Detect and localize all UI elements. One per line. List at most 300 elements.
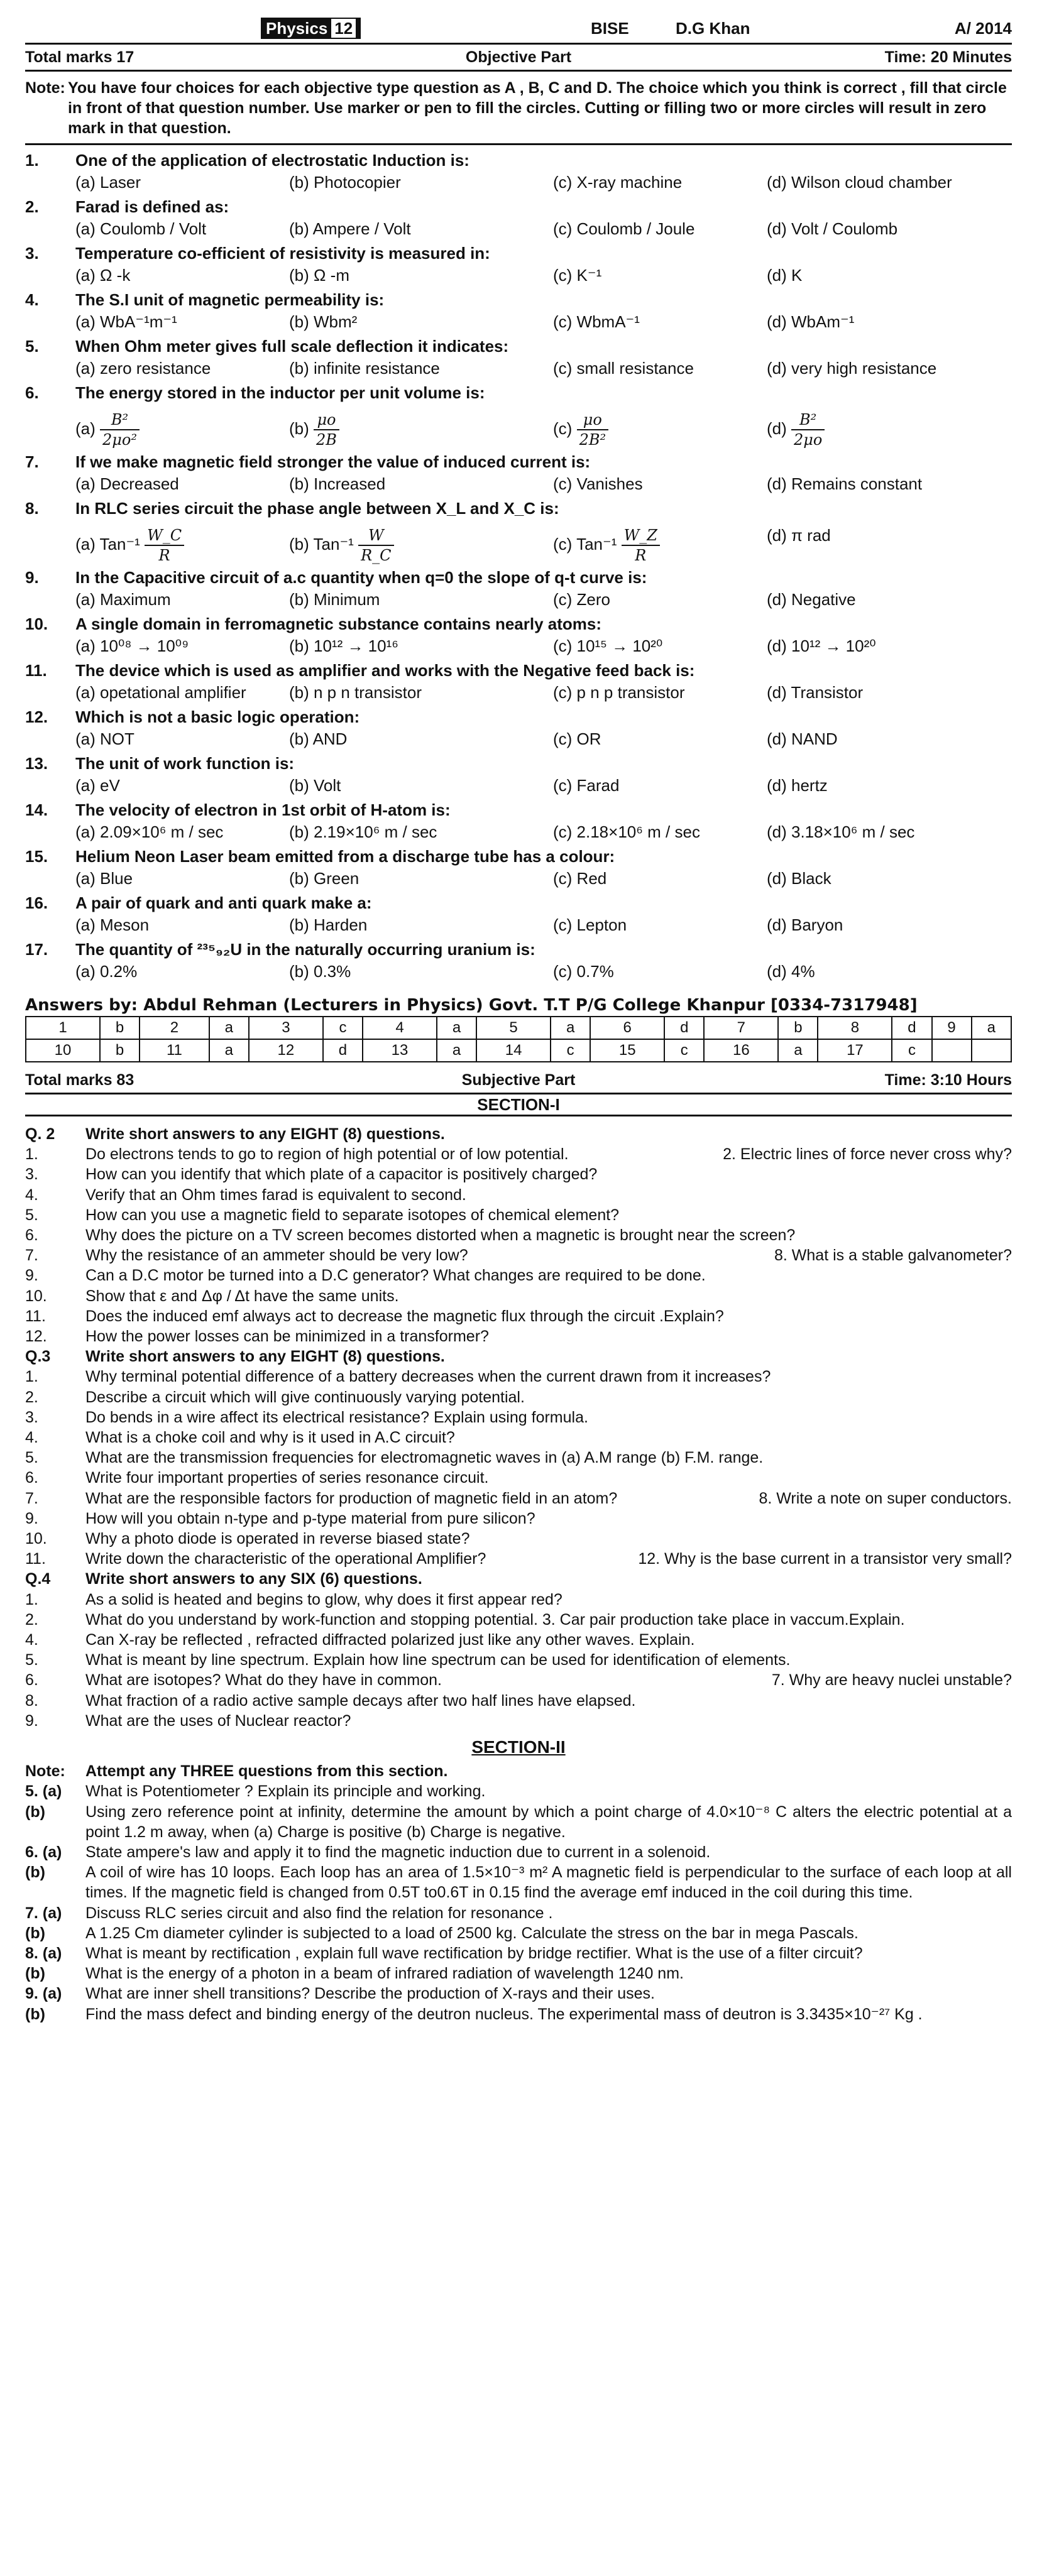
q3-title: Write short answers to any EIGHT (8) questions. [85, 1348, 445, 1366]
long-question [25, 1781, 1012, 1801]
long-question-text: What are inner shell transitions? Describe the production of X-rays and their uses. [85, 1985, 656, 2003]
numerator: W_C [145, 526, 184, 546]
option-label: (d) [767, 418, 787, 438]
long-question-number: 9. (a) [25, 1985, 62, 2003]
mcq-question-text [25, 566, 1012, 589]
option-a: (a) Maximum [75, 590, 171, 609]
mcq-options [75, 868, 1012, 892]
answer-cell: b [100, 1017, 140, 1039]
mcq-question-text [25, 613, 1012, 635]
short-question [25, 1691, 1012, 1711]
divider [25, 143, 1012, 145]
answer-cell: a [972, 1017, 1011, 1039]
answer-cell: 10 [26, 1039, 100, 1062]
subjective-title: Subjective Part [461, 1071, 576, 1089]
option-b: (b) Wbm² [289, 312, 358, 331]
fraction [100, 410, 140, 449]
objective-total-marks: Total marks 17 [25, 48, 134, 66]
option-d: (d) 4% [767, 962, 815, 981]
mcq-question [25, 892, 1012, 938]
answer-cell [932, 1039, 972, 1062]
numerator: μo [314, 410, 339, 430]
short-question-text: What are the transmission frequencies for electromagnetic waves in (a) A.M range (b) F.M. range. [85, 1449, 764, 1467]
short-question [25, 1488, 1012, 1509]
answers-by: Answers by: Abdul Rehman (Lecturers in Physics) Govt. T.T P/G College Khanpur [0334-7317948] [25, 996, 918, 1015]
short-question-number: 9. [25, 1267, 38, 1285]
short-question [25, 1529, 1012, 1549]
long-question [25, 1862, 1012, 1902]
short-question [25, 1549, 1012, 1569]
numerator: W [358, 526, 393, 546]
question-stem: Which is not a basic logic operation: [75, 707, 360, 726]
mcq-question [25, 195, 1012, 242]
question-stem: When Ohm meter gives full scale deflection it indicates: [75, 337, 509, 356]
short-question-number: 9. [25, 1509, 38, 1527]
q3-heading [25, 1346, 1012, 1367]
short-question [25, 1630, 1012, 1650]
option-label: (c) Tan⁻¹ [553, 534, 617, 554]
question-number: 1. [25, 151, 39, 170]
answer-cell: 16 [704, 1039, 778, 1062]
question-number: 10. [25, 614, 48, 633]
short-question-number: 2. [25, 1610, 38, 1629]
option-a: (a) 2.09×10⁶ m / sec [75, 822, 224, 841]
short-question-text: How can you identify that which plate of a capacitor is positively charged? [85, 1165, 598, 1184]
long-question-text: Find the mass defect and binding energy of the deutron nucleus. The experimental mass of deutron is 3.3435×10⁻²⁷ Kg . [85, 2005, 923, 2023]
mcq-question-text [25, 659, 1012, 682]
option-d: (d) 10¹² → 10²⁰ [767, 636, 876, 655]
short-question [25, 1427, 1012, 1448]
objective-title: Objective Part [465, 48, 572, 66]
section-2-note [25, 1761, 1012, 1781]
mcq-options [75, 218, 1012, 242]
note-text: You have four choices for each objective type question as A , B, C and D. The choice which you think is correct , fill that circle in front of that question number. Use marker or pen to fill the circles. Cutting or filling two or more circles will result in zero mark in that question. [68, 79, 1007, 137]
answer-cell: 1 [26, 1017, 100, 1039]
long-question-number: 6. (a) [25, 1843, 62, 1861]
short-question [25, 1711, 1012, 1731]
subjective-header [25, 1067, 1012, 1093]
short-question [25, 1448, 1012, 1468]
question-number: 11. [25, 661, 47, 680]
short-question-text: Why does the picture on a TV screen becomes distorted when a magnetic is brought near the screen? [85, 1226, 796, 1245]
divider [25, 1115, 1012, 1116]
option-a: (a) zero resistance [75, 359, 211, 378]
question-stem: One of the application of electrostatic Induction is: [75, 151, 469, 170]
question-number: 9. [25, 568, 39, 587]
mcq-question [25, 566, 1012, 613]
mcq-question-text [25, 706, 1012, 728]
option-b: (b) Ω -m [289, 266, 349, 285]
question-stem: The velocity of electron in 1st orbit of H-atom is: [75, 800, 451, 819]
short-question-number: 1. [25, 1590, 38, 1608]
answer-cell: a [437, 1017, 476, 1039]
long-question [25, 1963, 1012, 1984]
option-b: (b) Ampere / Volt [289, 219, 411, 238]
mcq-options [75, 357, 1012, 381]
short-question-pair [85, 1488, 1012, 1509]
answer-cell: 12 [249, 1039, 323, 1062]
short-question-text: 8. Write a note on super conductors. [759, 1489, 1012, 1507]
answer-row [26, 1017, 1011, 1039]
answer-key-table [25, 1016, 1012, 1062]
short-question-number: 5. [25, 1449, 38, 1467]
question-stem: The unit of work function is: [75, 754, 295, 773]
short-question-text: Write down the characteristic of the operational Amplifier? [85, 1550, 486, 1568]
option-c: (c) X-ray machine [553, 173, 683, 192]
short-question-number: 4. [25, 1186, 38, 1204]
option-a [75, 410, 140, 449]
short-question-number: 10. [25, 1530, 47, 1548]
answer-cell: b [778, 1017, 818, 1039]
mcq-question [25, 799, 1012, 845]
short-question [25, 1306, 1012, 1326]
answer-cell: 7 [704, 1017, 778, 1039]
long-question-text: What is the energy of a photon in a beam of infrared radiation of wavelength 1240 nm. [85, 1965, 684, 1983]
numerator: W_Z [622, 526, 660, 546]
option-a [75, 526, 184, 565]
answer-cell: 4 [363, 1017, 437, 1039]
option-c: (c) Lepton [553, 915, 627, 934]
mcq-options [75, 635, 1012, 659]
short-question [25, 1185, 1012, 1205]
option-c: (c) WbmA⁻¹ [553, 312, 640, 331]
long-question-number: 8. (a) [25, 1944, 62, 1962]
question-stem: Temperature co-efficient of resistivity is measured in: [75, 244, 490, 263]
mcq-options [75, 172, 1012, 195]
mcq-question [25, 938, 1012, 985]
numerator: B² [791, 410, 825, 430]
question-number: 14. [25, 800, 48, 819]
short-question-text: Can a D.C motor be turned into a D.C generator? What changes are required to be done. [85, 1267, 706, 1285]
answer-row [26, 1039, 1011, 1062]
answer-cell: 14 [476, 1039, 551, 1062]
answer-cell: c [664, 1039, 704, 1062]
long-question-text: A coil of wire has 10 loops. Each loop has an area of 1.5×10⁻³ m² A magnetic field is perpendicular to the surface of each loop at all times. If the magnetic field is changed from 0.5T to0.6T in 0.15 find the average emf induced in the coil during this time. [85, 1864, 1012, 1902]
option-b: (b) 2.19×10⁶ m / sec [289, 822, 437, 841]
answer-cell: 15 [590, 1039, 664, 1062]
mcq-question-text [25, 752, 1012, 775]
question-stem: In RLC series circuit the phase angle between X_L and X_C is: [75, 499, 559, 518]
option-a: (a) Meson [75, 915, 150, 934]
answer-cell [972, 1039, 1011, 1062]
board: BISE [591, 19, 629, 38]
q2-heading [25, 1124, 1012, 1144]
subject-badge [261, 18, 361, 39]
long-question [25, 1903, 1012, 1923]
short-question-number: 10. [25, 1287, 47, 1305]
option-label: (a) [75, 418, 96, 438]
mcq-question-text [25, 497, 1012, 520]
mcq-question-text [25, 892, 1012, 914]
short-question [25, 1164, 1012, 1184]
paper-header [25, 14, 1012, 43]
denominator: 2μo [794, 431, 823, 449]
short-question-text: Do bends in a wire affect its electrical resistance? Explain using formula. [85, 1408, 588, 1426]
denominator: R_C [361, 547, 392, 564]
exam-paper [25, 14, 1012, 2024]
short-question-text: As a solid is heated and begins to glow, why does it first appear red? [85, 1590, 562, 1608]
q2-list [25, 1144, 1012, 1346]
mcq-question-text [25, 381, 1012, 404]
option-b: (b) Green [289, 869, 359, 888]
denominator: 2B [316, 431, 337, 449]
option-a: (a) eV [75, 776, 120, 795]
option-label: (c) [553, 418, 573, 438]
option-d: (d) Transistor [767, 683, 864, 702]
long-question [25, 1802, 1012, 1842]
question-number: 16. [25, 893, 48, 912]
short-question [25, 1265, 1012, 1285]
short-question-text: Why the resistance of an ammeter should be very low? [85, 1247, 468, 1265]
question-number: 3. [25, 244, 39, 263]
mcq-options [75, 473, 1012, 497]
mcq-question [25, 335, 1012, 381]
option-b: (b) infinite resistance [289, 359, 440, 378]
question-number: 15. [25, 847, 48, 866]
question-stem: A single domain in ferromagnetic substance contains nearly atoms: [75, 614, 602, 633]
mcq-options [75, 914, 1012, 938]
fraction [314, 410, 339, 449]
short-question [25, 1407, 1012, 1427]
option-c: (c) Farad [553, 776, 620, 795]
short-question [25, 1610, 1012, 1630]
option-d: (d) Remains constant [767, 474, 923, 493]
mcq-question-text [25, 288, 1012, 311]
short-question [25, 1245, 1012, 1265]
answer-cell: 8 [818, 1017, 892, 1039]
option-d: (d) 3.18×10⁶ m / sec [767, 822, 915, 841]
option-a: (a) Ω -k [75, 266, 131, 285]
short-question-number: 2. [25, 1388, 38, 1406]
mcq-question-text [25, 799, 1012, 821]
option-a: (a) WbA⁻¹m⁻¹ [75, 312, 177, 331]
short-question-number: 11. [25, 1550, 46, 1568]
option-a: (a) Coulomb / Volt [75, 219, 207, 238]
numerator: μo [577, 410, 609, 430]
option-d: (d) WbAm⁻¹ [767, 312, 855, 331]
long-question [25, 1943, 1012, 1963]
denominator: 2μo² [102, 431, 137, 449]
long-question [25, 1842, 1012, 1862]
short-question-text: What is a choke coil and why is it used in A.C circuit? [85, 1429, 455, 1447]
mcq-question-text [25, 335, 1012, 357]
long-question [25, 2004, 1012, 2024]
section-2-title: SECTION-II [471, 1737, 566, 1757]
subject: Physics [266, 19, 328, 38]
answer-cell: a [209, 1017, 249, 1039]
long-question-number: 7. (a) [25, 1904, 62, 1922]
mcq-options [75, 589, 1012, 613]
short-question [25, 1286, 1012, 1306]
q4-number: Q.4 [25, 1570, 51, 1588]
option-d: (d) very high resistance [767, 359, 937, 378]
mcq-options [75, 728, 1012, 752]
option-b: (b) Photocopier [289, 173, 401, 192]
answer-cell: c [892, 1039, 931, 1062]
question-stem: In the Capacitive circuit of a.c quantity when q=0 the slope of q-t curve is: [75, 568, 647, 587]
mcq-question [25, 613, 1012, 659]
mcq-options [75, 404, 1012, 450]
short-question-number: 5. [25, 1206, 38, 1224]
answer-cell: 17 [818, 1039, 892, 1062]
question-stem: The device which is used as amplifier and works with the Negative feed back is: [75, 661, 695, 680]
long-question-number: (b) [25, 2005, 45, 2023]
q3-number: Q.3 [25, 1348, 51, 1366]
short-question-text: Can X-ray be reflected , refracted diffracted polarized just like any other waves. Explain. [85, 1631, 695, 1649]
short-question-pair [85, 1549, 1012, 1569]
long-question-text: Using zero reference point at infinity, determine the amount by which a point charge of 4.0×10⁻⁸ C alters the electric potential at a point 1.2 m away, when (a) Charge is positive (b) Charge is negative. [85, 1803, 1012, 1841]
short-question [25, 1387, 1012, 1407]
short-question [25, 1468, 1012, 1488]
option-c: (c) p n p transistor [553, 683, 685, 702]
option-b: (b) 0.3% [289, 962, 351, 981]
option-a: (a) 0.2% [75, 962, 138, 981]
long-question-text: Discuss RLC series circuit and also find the relation for resonance . [85, 1904, 553, 1922]
mcq-question-text [25, 450, 1012, 473]
mcq-question [25, 149, 1012, 195]
short-question-number: 3. [25, 1408, 38, 1426]
short-question-number: 6. [25, 1671, 38, 1689]
short-question-text: Show that ε and Δφ / Δt have the same units. [85, 1287, 399, 1305]
question-stem: The quantity of ²³⁵₉₂U in the naturally occurring uranium is: [75, 940, 535, 959]
section-2 [25, 1761, 1012, 2024]
option-d: (d) hertz [767, 776, 828, 795]
question-number: 5. [25, 337, 39, 356]
short-question-number: 4. [25, 1631, 38, 1649]
mcq-question [25, 659, 1012, 706]
short-question-number: 4. [25, 1429, 38, 1447]
objective-header [25, 45, 1012, 70]
option-c [553, 526, 660, 565]
short-question-text: 12. Why is the base current in a transistor very small? [638, 1550, 1012, 1568]
answer-cell: d [892, 1017, 931, 1039]
mcq-question-text [25, 938, 1012, 961]
short-question-pair [85, 1245, 1012, 1265]
option-d: (d) Negative [767, 590, 856, 609]
q2-title: Write short answers to any EIGHT (8) questions. [85, 1125, 445, 1143]
mcq-question-text [25, 149, 1012, 172]
option-c: (c) small resistance [553, 359, 694, 378]
answer-cell: b [100, 1039, 140, 1062]
section-2-note-text: Attempt any THREE questions from this section. [85, 1762, 448, 1781]
answer-cell: 2 [140, 1017, 209, 1039]
denominator: R [158, 547, 170, 564]
short-question [25, 1326, 1012, 1346]
short-question-text: 7. Why are heavy nuclei unstable? [771, 1671, 1012, 1689]
mcq-question [25, 450, 1012, 497]
short-question-number: 1. [25, 1145, 38, 1164]
answer-cell: c [551, 1039, 590, 1062]
short-question-number: 5. [25, 1651, 38, 1669]
q4-heading [25, 1569, 1012, 1589]
mcq-options [75, 961, 1012, 985]
answer-cell: 3 [249, 1017, 323, 1039]
option-d: (d) Wilson cloud chamber [767, 173, 952, 192]
section-1-title: SECTION-I [477, 1095, 560, 1114]
short-question-number: 8. [25, 1691, 38, 1710]
short-question [25, 1670, 1012, 1690]
option-b: (b) Increased [289, 474, 386, 493]
option-c: (c) Coulomb / Joule [553, 219, 695, 238]
option-c: (c) Zero [553, 590, 610, 609]
question-number: 12. [25, 707, 48, 726]
long-question-text: A 1.25 Cm diameter cylinder is subjected to a load of 2500 kg. Calculate the stress on the bar in mega Pascals. [85, 1924, 859, 1942]
section-1 [25, 1124, 1012, 1731]
short-question-text: Write four important properties of series resonance circuit. [85, 1469, 489, 1487]
q4-title: Write short answers to any SIX (6) questions. [85, 1570, 422, 1588]
mcq-list [25, 149, 1012, 985]
option-c: (c) OR [553, 729, 601, 748]
short-question-text: How the power losses can be minimized in a transformer? [85, 1328, 489, 1346]
option-c: (c) K⁻¹ [553, 266, 602, 285]
short-question [25, 1590, 1012, 1610]
short-question-number: 3. [25, 1165, 38, 1184]
option-b: (b) Harden [289, 915, 368, 934]
answer-cell: 5 [476, 1017, 551, 1039]
option-b [289, 526, 394, 565]
short-question-text: Why a photo diode is operated in reverse biased state? [85, 1530, 470, 1548]
question-number: 7. [25, 452, 39, 471]
option-d: (d) K [767, 266, 803, 285]
option-label: (b) [289, 418, 309, 438]
year: A/ 2014 [954, 19, 1012, 38]
note-label: Note: [25, 79, 65, 97]
mcq-options [75, 682, 1012, 706]
short-question-text: What is meant by line spectrum. Explain how line spectrum can be used for identification of elements. [85, 1651, 791, 1669]
option-d: (d) Baryon [767, 915, 843, 934]
denominator: 2B² [579, 431, 606, 449]
option-b: (b) 10¹² → 10¹⁶ [289, 636, 398, 655]
short-question-number: 6. [25, 1226, 38, 1245]
fraction [145, 526, 184, 565]
question-number: 8. [25, 499, 39, 518]
option-b [289, 410, 339, 449]
short-question [25, 1225, 1012, 1245]
option-label: (b) Tan⁻¹ [289, 534, 354, 554]
mcq-question-text [25, 845, 1012, 868]
denominator: R [635, 547, 647, 564]
objective-note [25, 72, 1012, 143]
mcq-question [25, 242, 1012, 288]
long-question-text: State ampere's law and apply it to find the magnetic induction due to current in a solenoid. [85, 1843, 711, 1861]
long-question-text: What is Potentiometer ? Explain its principle and working. [85, 1782, 486, 1801]
short-question-text: Why terminal potential difference of a battery decreases when the current drawn from it increases? [85, 1368, 771, 1386]
question-stem: A pair of quark and anti quark make a: [75, 893, 372, 912]
answer-cell: 13 [363, 1039, 437, 1062]
question-stem: Farad is defined as: [75, 197, 229, 216]
mcq-question [25, 845, 1012, 892]
option-c: (c) Red [553, 869, 607, 888]
question-stem: The energy stored in the inductor per unit volume is: [75, 383, 485, 402]
answer-cell: a [209, 1039, 249, 1062]
short-question-text: 2. Electric lines of force never cross why? [723, 1145, 1012, 1164]
mcq-options [75, 311, 1012, 335]
objective-time: Time: 20 Minutes [884, 48, 1012, 66]
fraction [358, 526, 393, 565]
option-c: (c) 2.18×10⁶ m / sec [553, 822, 700, 841]
mcq-question [25, 706, 1012, 752]
option-d [767, 410, 825, 449]
mcq-options [75, 520, 1012, 566]
option-a: (a) NOT [75, 729, 134, 748]
question-number: 4. [25, 290, 39, 309]
long-question-text: What is meant by rectification , explain full wave rectification by bridge rectifier. What is the use of a filter circuit? [85, 1944, 863, 1962]
mcq-question [25, 288, 1012, 335]
option-b: (b) AND [289, 729, 348, 748]
q2-number: Q. 2 [25, 1125, 55, 1143]
option-b: (b) Minimum [289, 590, 380, 609]
class-number: 12 [331, 19, 356, 38]
